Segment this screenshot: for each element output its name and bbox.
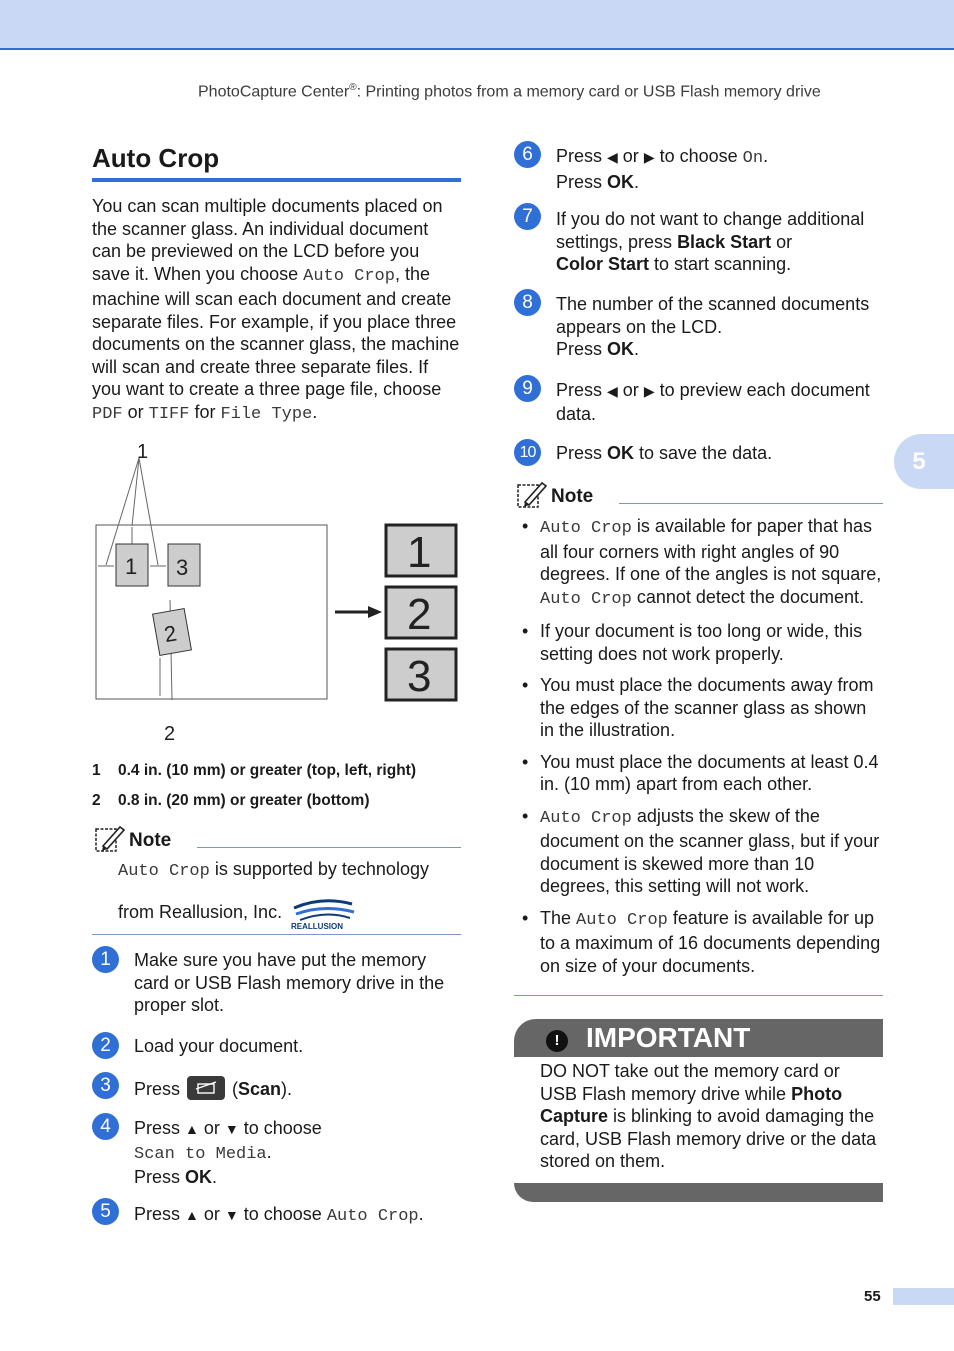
step-number-badge: 6 bbox=[514, 141, 541, 168]
reallusion-logo-icon bbox=[288, 896, 360, 930]
document-3-label: 3 bbox=[176, 555, 189, 580]
note-bullet-list bbox=[520, 515, 885, 986]
right-arrow-icon: ▶ bbox=[643, 149, 655, 165]
down-arrow-icon: ▼ bbox=[224, 1207, 239, 1223]
note-rule-right bbox=[619, 503, 883, 504]
step-number-badge: 9 bbox=[514, 375, 541, 402]
step-number-badge: 5 bbox=[92, 1198, 119, 1225]
important-label: IMPORTANT bbox=[586, 1022, 751, 1053]
note-bullet-item: • The Auto Crop feature is available for up to a maximum of 16 documents depending on size of your documents. bbox=[520, 907, 885, 978]
output-file-3 bbox=[386, 649, 456, 701]
step-number-badge: 3 bbox=[92, 1072, 119, 1099]
title-underline bbox=[92, 178, 461, 182]
important-text: DO NOT take out the memory card or USB Flash memory drive while Photo Capture is blinking to avoid damaging the card, USB Flash memory drive or the data stored on them. bbox=[540, 1061, 877, 1171]
note-end-rule-left bbox=[92, 934, 461, 935]
important-footer-bar bbox=[514, 1183, 883, 1202]
note-rule-left bbox=[197, 847, 461, 848]
svg-text:2: 2 bbox=[407, 590, 432, 639]
left-arrow-icon: ◀ bbox=[607, 149, 618, 165]
figure-caption-2: 2 0.8 in. (20 mm) or greater (bottom) bbox=[92, 792, 370, 809]
note-pencil-icon bbox=[517, 480, 547, 508]
page-number-band bbox=[893, 1288, 954, 1305]
document-2-label: 2 bbox=[162, 620, 179, 648]
running-header: PhotoCapture Center®: Printing photos from a memory card or USB Flash memory drive bbox=[198, 82, 821, 101]
output-file-1 bbox=[386, 525, 456, 577]
chapter-tab: 5 bbox=[894, 434, 954, 489]
note-left-body: Auto Crop is supported by technology from Reallusion, Inc. REALLUSION bbox=[118, 859, 429, 930]
output-file-2 bbox=[386, 587, 456, 639]
step-number-badge: 1 bbox=[92, 946, 119, 973]
note-pencil-icon bbox=[95, 824, 125, 852]
intro-paragraph: You can scan multiple documents placed on the scanner glass. An individual document can be previewed on the LCD before you save it. When you choose Auto Crop, the machine will scan each document and create separate files. For example, if you place three documents on the scanner glass, the machine will scan and create three separate files. If you want to create a three page file, choose PDF or TIFF for File Type. bbox=[92, 196, 460, 424]
page-number: 55 bbox=[864, 1288, 881, 1305]
note-header-left: Note bbox=[95, 824, 171, 852]
figure-caption-1: 1 0.4 in. (10 mm) or greater (top, left, right) bbox=[92, 762, 416, 779]
up-arrow-icon: ▲ bbox=[185, 1121, 199, 1137]
section-title: Auto Crop bbox=[92, 143, 220, 173]
callout-1: 1 bbox=[137, 441, 149, 463]
svg-text:1: 1 bbox=[407, 528, 432, 577]
right-arrow-icon: ▶ bbox=[643, 383, 655, 399]
down-arrow-icon: ▼ bbox=[224, 1121, 239, 1137]
step-number-badge: 2 bbox=[92, 1032, 119, 1059]
step-number-badge: 7 bbox=[514, 203, 541, 230]
step-number-badge: 4 bbox=[92, 1113, 119, 1140]
up-arrow-icon: ▲ bbox=[185, 1207, 199, 1223]
step-number-badge: 8 bbox=[514, 289, 541, 316]
auto-crop-illustration bbox=[92, 430, 462, 755]
svg-text:REALLUSION: REALLUSION bbox=[291, 921, 344, 930]
note-header-right: Note bbox=[517, 480, 593, 508]
svg-text:3: 3 bbox=[407, 652, 432, 701]
note-bullet-item: • If your document is too long or wide, this setting does not work properly. bbox=[520, 620, 885, 665]
scan-key-icon bbox=[187, 1076, 225, 1100]
note-bullet-item: • You must place the documents at least 0.4 in. (10 mm) apart from each other. bbox=[520, 751, 885, 796]
callout-2: 2 bbox=[164, 723, 176, 745]
step-number-badge: 10 bbox=[514, 439, 541, 466]
note-bullet-item: • Auto Crop is available for paper that has all four corners with right angles of 90 degrees. If one of the angles is not square, Auto Crop cannot detect the document. bbox=[520, 515, 885, 611]
note-end-rule-right bbox=[514, 995, 883, 996]
exclamation-icon: ! bbox=[546, 1030, 568, 1052]
note-bullet-item: • Auto Crop adjusts the skew of the document on the scanner glass, but if your document is skewed more than 10 degrees, this setting will not work. bbox=[520, 805, 885, 898]
important-banner bbox=[514, 1019, 883, 1057]
top-header-band bbox=[0, 0, 954, 50]
document-2-skewed bbox=[153, 609, 192, 656]
document-1-label: 1 bbox=[125, 554, 138, 579]
note-bullet-item: • You must place the documents away from the edges of the scanner glass as shown in the illustration. bbox=[520, 674, 885, 742]
left-arrow-icon: ◀ bbox=[607, 383, 618, 399]
